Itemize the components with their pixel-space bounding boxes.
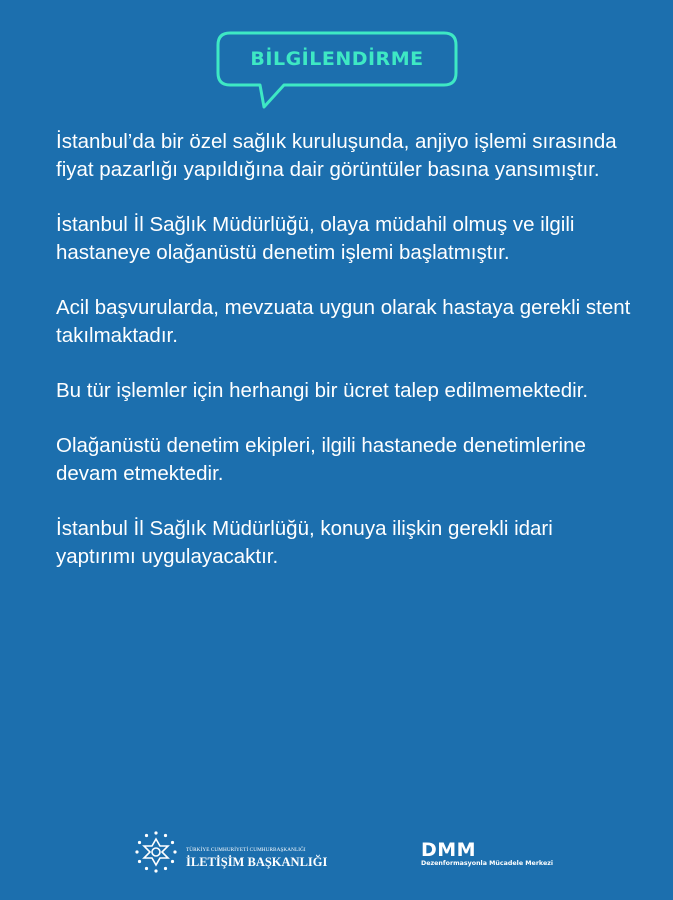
paragraph-6: İstanbul İl Sağlık Müdürlüğü, konuya ilişkin gerekli idari yaptırımı uygulayacaktır. <box>56 517 553 568</box>
paragraph-4: Bu tür işlemler için herhangi bir ücret talep edilmemektedir. <box>56 379 589 402</box>
statement-body <box>56 128 636 598</box>
star-emblem-icon <box>134 830 178 874</box>
logo-big-text: İLETİŞİM BAŞKANLIĞI <box>186 855 328 869</box>
iletisim-logo <box>134 830 354 880</box>
paragraph-5: Olağanüstü denetim ekipleri, ilgili hastanede denetimlerine devam etmektedir. <box>56 434 586 485</box>
paragraph-1: İstanbul’da bir özel sağlık kuruluşunda, anjiyo işlemi sırasında fiyat pazarlığı yapıldığına dair görüntüler basına yansımıştır. <box>56 130 617 181</box>
dmm-logo <box>419 839 554 880</box>
dmm-subtitle: Dezenformasyonla Mücadele Merkezi <box>421 860 554 867</box>
logo-small-text: TÜRKİYE CUMHURİYETİ CUMHURBAŞKANLIĞI <box>186 847 306 853</box>
paragraph-3: Acil başvurularda, mevzuata uygun olarak hastaya gerekli stent takılmaktadır. <box>56 296 631 347</box>
dmm-mark: DMM <box>421 839 477 861</box>
paragraph-2: İstanbul İl Sağlık Müdürlüğü, olaya müdahil olmuş ve ilgili hastaneye olağanüstü denetim işlemi başlatmıştır. <box>56 213 575 264</box>
footer <box>0 820 673 890</box>
info-badge <box>216 31 458 109</box>
badge-label: BİLGİLENDİRME <box>250 48 424 70</box>
